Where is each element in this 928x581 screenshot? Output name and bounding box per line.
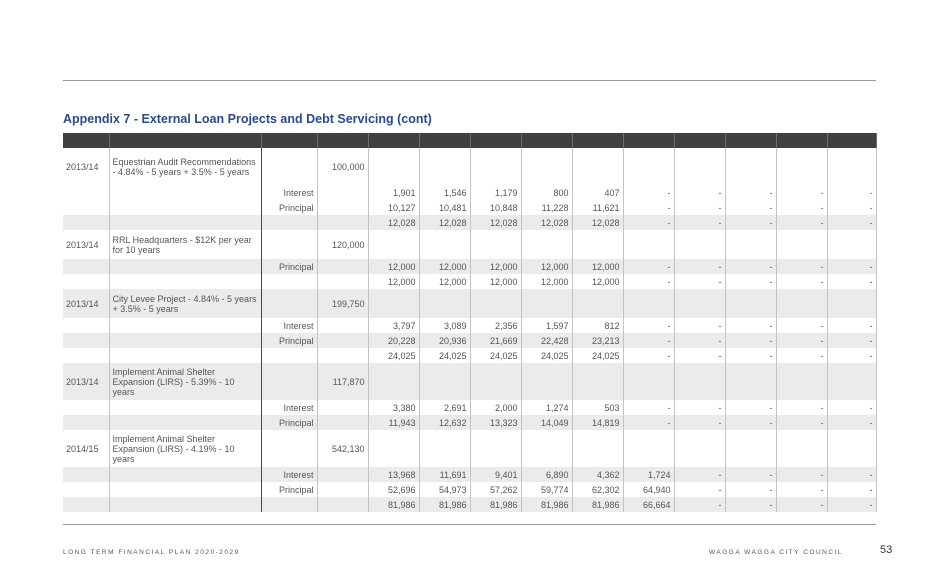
value-cell: - bbox=[674, 482, 725, 497]
table-row bbox=[63, 230, 876, 259]
value-cell bbox=[776, 363, 827, 400]
value-cell bbox=[776, 148, 827, 185]
value-cell: - bbox=[623, 185, 674, 200]
value-cell bbox=[572, 289, 623, 318]
description-cell bbox=[109, 259, 261, 274]
year-cell bbox=[63, 348, 109, 363]
value-cell: 3,380 bbox=[368, 400, 419, 415]
value-cell: - bbox=[725, 467, 776, 482]
value-cell bbox=[776, 230, 827, 259]
loan-amount-cell bbox=[317, 274, 368, 289]
value-cell: 12,000 bbox=[521, 259, 572, 274]
value-cell: - bbox=[827, 467, 876, 482]
value-cell: - bbox=[827, 333, 876, 348]
footer-document-title: LONG TERM FINANCIAL PLAN 2020-2029 bbox=[63, 549, 240, 556]
loan-amount-cell: 199,750 bbox=[317, 289, 368, 318]
row-label-cell bbox=[261, 274, 317, 289]
year-cell bbox=[63, 318, 109, 333]
value-cell: 407 bbox=[572, 185, 623, 200]
value-cell: 1,179 bbox=[470, 185, 521, 200]
table-row bbox=[63, 215, 876, 230]
value-cell bbox=[521, 430, 572, 467]
value-cell bbox=[419, 289, 470, 318]
value-cell: - bbox=[623, 200, 674, 215]
value-cell: - bbox=[674, 259, 725, 274]
value-cell: 12,028 bbox=[521, 215, 572, 230]
year-cell bbox=[63, 215, 109, 230]
value-cell bbox=[725, 430, 776, 467]
value-cell: 3,797 bbox=[368, 318, 419, 333]
value-cell: - bbox=[776, 333, 827, 348]
value-cell: 1,597 bbox=[521, 318, 572, 333]
value-cell: 52,696 bbox=[368, 482, 419, 497]
value-cell bbox=[470, 148, 521, 185]
row-label-cell: Interest bbox=[261, 185, 317, 200]
table-body bbox=[63, 148, 876, 512]
year-cell bbox=[63, 333, 109, 348]
description-cell bbox=[109, 497, 261, 512]
value-cell: 12,028 bbox=[470, 215, 521, 230]
loan-amount-cell bbox=[317, 400, 368, 415]
value-cell: 9,401 bbox=[470, 467, 521, 482]
row-label-cell bbox=[261, 430, 317, 467]
value-cell bbox=[419, 148, 470, 185]
value-cell: 54,973 bbox=[419, 482, 470, 497]
value-cell: - bbox=[623, 400, 674, 415]
loan-amount-cell bbox=[317, 318, 368, 333]
value-cell bbox=[521, 230, 572, 259]
row-label-cell: Interest bbox=[261, 400, 317, 415]
value-cell: - bbox=[827, 215, 876, 230]
value-cell: - bbox=[725, 482, 776, 497]
row-label-cell bbox=[261, 363, 317, 400]
value-cell: 62,302 bbox=[572, 482, 623, 497]
value-cell: - bbox=[827, 415, 876, 430]
value-cell: 11,621 bbox=[572, 200, 623, 215]
year-cell bbox=[63, 200, 109, 215]
row-label-cell bbox=[261, 148, 317, 185]
description-cell: Implement Animal Shelter Expansion (LIRS) - 5.39% - 10 years bbox=[109, 363, 261, 400]
description-cell: City Levee Project - 4.84% - 5 years + 3.5% - 5 years bbox=[109, 289, 261, 318]
value-cell: - bbox=[776, 215, 827, 230]
value-cell bbox=[419, 430, 470, 467]
value-cell: - bbox=[725, 185, 776, 200]
value-cell bbox=[623, 230, 674, 259]
value-cell: - bbox=[674, 467, 725, 482]
value-cell: - bbox=[827, 497, 876, 512]
value-cell: 11,943 bbox=[368, 415, 419, 430]
value-cell bbox=[368, 430, 419, 467]
table-row bbox=[63, 148, 876, 185]
value-cell bbox=[674, 148, 725, 185]
description-cell bbox=[109, 482, 261, 497]
description-cell bbox=[109, 274, 261, 289]
value-cell bbox=[623, 363, 674, 400]
row-label-cell bbox=[261, 497, 317, 512]
year-cell bbox=[63, 497, 109, 512]
value-cell: 64,940 bbox=[623, 482, 674, 497]
value-cell: 6,890 bbox=[521, 467, 572, 482]
loan-amount-cell bbox=[317, 259, 368, 274]
value-cell: 14,049 bbox=[521, 415, 572, 430]
value-cell: - bbox=[776, 318, 827, 333]
value-cell: 812 bbox=[572, 318, 623, 333]
year-cell bbox=[63, 467, 109, 482]
value-cell bbox=[725, 148, 776, 185]
value-cell: 1,274 bbox=[521, 400, 572, 415]
value-cell: - bbox=[827, 318, 876, 333]
year-cell: 2013/14 bbox=[63, 230, 109, 259]
value-cell: - bbox=[776, 415, 827, 430]
value-cell: - bbox=[674, 185, 725, 200]
value-cell: 81,986 bbox=[470, 497, 521, 512]
loan-amount-cell bbox=[317, 467, 368, 482]
value-cell: 12,000 bbox=[419, 274, 470, 289]
description-cell: Equestrian Audit Recommendations - 4.84% - 5 years + 3.5% - 5 years bbox=[109, 148, 261, 185]
value-cell: 24,025 bbox=[521, 348, 572, 363]
table-row bbox=[63, 185, 876, 200]
description-cell: RRL Headquarters - $12K per year for 10 years bbox=[109, 230, 261, 259]
top-rule bbox=[63, 80, 876, 81]
value-cell bbox=[470, 230, 521, 259]
loan-amount-cell bbox=[317, 333, 368, 348]
value-cell: - bbox=[674, 333, 725, 348]
value-cell: - bbox=[725, 200, 776, 215]
loan-amount-cell bbox=[317, 415, 368, 430]
value-cell: - bbox=[725, 333, 776, 348]
value-cell: 13,968 bbox=[368, 467, 419, 482]
value-cell: 12,028 bbox=[368, 215, 419, 230]
value-cell: - bbox=[776, 467, 827, 482]
year-cell bbox=[63, 259, 109, 274]
value-cell: 2,356 bbox=[470, 318, 521, 333]
value-cell: 20,936 bbox=[419, 333, 470, 348]
description-cell bbox=[109, 467, 261, 482]
value-cell bbox=[368, 230, 419, 259]
value-cell: 81,986 bbox=[521, 497, 572, 512]
value-cell: - bbox=[827, 400, 876, 415]
value-cell: - bbox=[725, 497, 776, 512]
value-cell bbox=[368, 148, 419, 185]
value-cell: 57,262 bbox=[470, 482, 521, 497]
value-cell bbox=[776, 289, 827, 318]
row-label-cell: Interest bbox=[261, 318, 317, 333]
table-row bbox=[63, 333, 876, 348]
value-cell: - bbox=[623, 348, 674, 363]
row-label-cell: Principal bbox=[261, 482, 317, 497]
value-cell bbox=[572, 148, 623, 185]
loan-amount-cell: 100,000 bbox=[317, 148, 368, 185]
value-cell: 1,901 bbox=[368, 185, 419, 200]
value-cell bbox=[674, 230, 725, 259]
value-cell: - bbox=[674, 274, 725, 289]
value-cell: - bbox=[776, 185, 827, 200]
value-cell: 2,691 bbox=[419, 400, 470, 415]
footer-organisation: WAGGA WAGGA CITY COUNCIL bbox=[709, 549, 843, 556]
value-cell: 1,546 bbox=[419, 185, 470, 200]
loan-amount-cell bbox=[317, 185, 368, 200]
loan-amount-cell: 542,130 bbox=[317, 430, 368, 467]
value-cell: 12,000 bbox=[419, 259, 470, 274]
row-label-cell bbox=[261, 230, 317, 259]
value-cell: - bbox=[725, 274, 776, 289]
value-cell: 3,089 bbox=[419, 318, 470, 333]
description-cell bbox=[109, 333, 261, 348]
value-cell bbox=[572, 363, 623, 400]
value-cell bbox=[827, 148, 876, 185]
value-cell: - bbox=[725, 415, 776, 430]
page-title: Appendix 7 - External Loan Projects and Debt Servicing (cont) bbox=[63, 112, 432, 126]
year-cell: 2014/15 bbox=[63, 430, 109, 467]
value-cell: 4,362 bbox=[572, 467, 623, 482]
value-cell: 12,000 bbox=[572, 259, 623, 274]
table-row bbox=[63, 274, 876, 289]
value-cell: 12,028 bbox=[419, 215, 470, 230]
year-cell bbox=[63, 274, 109, 289]
value-cell: - bbox=[725, 348, 776, 363]
value-cell bbox=[827, 363, 876, 400]
value-cell: - bbox=[776, 497, 827, 512]
value-cell: - bbox=[827, 274, 876, 289]
value-cell: - bbox=[776, 482, 827, 497]
value-cell: 10,848 bbox=[470, 200, 521, 215]
table-row bbox=[63, 363, 876, 400]
value-cell: 503 bbox=[572, 400, 623, 415]
row-label-cell: Principal bbox=[261, 259, 317, 274]
value-cell: - bbox=[725, 259, 776, 274]
value-cell: - bbox=[725, 215, 776, 230]
loan-amount-cell: 117,870 bbox=[317, 363, 368, 400]
loan-amount-cell bbox=[317, 200, 368, 215]
value-cell: 12,632 bbox=[419, 415, 470, 430]
value-cell: - bbox=[776, 200, 827, 215]
value-cell: 24,025 bbox=[419, 348, 470, 363]
value-cell bbox=[623, 430, 674, 467]
value-cell: - bbox=[674, 400, 725, 415]
value-cell bbox=[674, 363, 725, 400]
year-cell: 2013/14 bbox=[63, 363, 109, 400]
value-cell bbox=[470, 430, 521, 467]
description-cell bbox=[109, 400, 261, 415]
table-row bbox=[63, 200, 876, 215]
table-row bbox=[63, 497, 876, 512]
value-cell bbox=[470, 289, 521, 318]
value-cell: - bbox=[776, 259, 827, 274]
value-cell bbox=[827, 230, 876, 259]
value-cell: - bbox=[725, 400, 776, 415]
value-cell bbox=[368, 363, 419, 400]
value-cell: - bbox=[776, 348, 827, 363]
value-cell: 12,000 bbox=[521, 274, 572, 289]
value-cell: - bbox=[776, 274, 827, 289]
value-cell: 12,028 bbox=[572, 215, 623, 230]
value-cell bbox=[521, 148, 572, 185]
loan-amount-cell bbox=[317, 348, 368, 363]
table-row bbox=[63, 482, 876, 497]
value-cell: 24,025 bbox=[470, 348, 521, 363]
row-label-cell: Principal bbox=[261, 333, 317, 348]
value-cell: 12,000 bbox=[470, 259, 521, 274]
value-cell: - bbox=[623, 259, 674, 274]
description-cell bbox=[109, 185, 261, 200]
value-cell: - bbox=[674, 318, 725, 333]
value-cell: 81,986 bbox=[419, 497, 470, 512]
value-cell bbox=[725, 289, 776, 318]
value-cell: - bbox=[674, 200, 725, 215]
value-cell bbox=[623, 148, 674, 185]
value-cell: - bbox=[827, 259, 876, 274]
loan-table bbox=[63, 133, 877, 512]
loan-amount-cell bbox=[317, 482, 368, 497]
value-cell: 12,000 bbox=[572, 274, 623, 289]
year-cell bbox=[63, 185, 109, 200]
value-cell: 10,127 bbox=[368, 200, 419, 215]
table-row bbox=[63, 259, 876, 274]
value-cell: 20,228 bbox=[368, 333, 419, 348]
year-cell: 2013/14 bbox=[63, 289, 109, 318]
value-cell bbox=[674, 289, 725, 318]
value-cell: 21,669 bbox=[470, 333, 521, 348]
value-cell: - bbox=[827, 200, 876, 215]
value-cell: - bbox=[623, 333, 674, 348]
year-cell bbox=[63, 400, 109, 415]
value-cell: - bbox=[623, 274, 674, 289]
value-cell: 12,000 bbox=[368, 274, 419, 289]
value-cell: 10,481 bbox=[419, 200, 470, 215]
value-cell bbox=[470, 363, 521, 400]
value-cell bbox=[827, 289, 876, 318]
row-label-cell bbox=[261, 348, 317, 363]
table-header-row bbox=[63, 133, 876, 148]
value-cell bbox=[827, 430, 876, 467]
value-cell bbox=[725, 230, 776, 259]
value-cell: - bbox=[776, 400, 827, 415]
value-cell: - bbox=[827, 185, 876, 200]
row-label-cell: Principal bbox=[261, 415, 317, 430]
row-label-cell: Principal bbox=[261, 200, 317, 215]
description-cell: Implement Animal Shelter Expansion (LIRS) - 4.19% - 10 years bbox=[109, 430, 261, 467]
loan-amount-cell: 120,000 bbox=[317, 230, 368, 259]
value-cell: - bbox=[827, 482, 876, 497]
page-number: 53 bbox=[880, 544, 893, 556]
value-cell: 11,228 bbox=[521, 200, 572, 215]
value-cell: - bbox=[623, 318, 674, 333]
loan-amount-cell bbox=[317, 497, 368, 512]
year-cell bbox=[63, 415, 109, 430]
value-cell: 800 bbox=[521, 185, 572, 200]
value-cell: - bbox=[674, 348, 725, 363]
value-cell: - bbox=[623, 215, 674, 230]
table-row bbox=[63, 289, 876, 318]
description-cell bbox=[109, 200, 261, 215]
value-cell: - bbox=[623, 415, 674, 430]
value-cell: 14,819 bbox=[572, 415, 623, 430]
value-cell bbox=[725, 363, 776, 400]
year-cell: 2013/14 bbox=[63, 148, 109, 185]
value-cell: 66,664 bbox=[623, 497, 674, 512]
value-cell bbox=[368, 289, 419, 318]
value-cell: - bbox=[674, 415, 725, 430]
table-row bbox=[63, 400, 876, 415]
row-label-cell bbox=[261, 215, 317, 230]
value-cell: - bbox=[827, 348, 876, 363]
description-cell bbox=[109, 415, 261, 430]
value-cell: 81,986 bbox=[572, 497, 623, 512]
row-label-cell: Interest bbox=[261, 467, 317, 482]
value-cell bbox=[521, 363, 572, 400]
table-row bbox=[63, 348, 876, 363]
year-cell bbox=[63, 482, 109, 497]
value-cell: - bbox=[674, 215, 725, 230]
value-cell: 24,025 bbox=[368, 348, 419, 363]
value-cell bbox=[419, 363, 470, 400]
value-cell bbox=[572, 430, 623, 467]
value-cell: 11,691 bbox=[419, 467, 470, 482]
table-row bbox=[63, 415, 876, 430]
value-cell bbox=[674, 430, 725, 467]
description-cell bbox=[109, 348, 261, 363]
bottom-rule bbox=[63, 524, 876, 525]
description-cell bbox=[109, 215, 261, 230]
value-cell bbox=[419, 230, 470, 259]
value-cell: 2,000 bbox=[470, 400, 521, 415]
value-cell: 13,323 bbox=[470, 415, 521, 430]
value-cell: 23,213 bbox=[572, 333, 623, 348]
value-cell bbox=[521, 289, 572, 318]
value-cell: 1,724 bbox=[623, 467, 674, 482]
table-row bbox=[63, 467, 876, 482]
value-cell: 24,025 bbox=[572, 348, 623, 363]
value-cell: 12,000 bbox=[470, 274, 521, 289]
value-cell: 12,000 bbox=[368, 259, 419, 274]
value-cell: 22,428 bbox=[521, 333, 572, 348]
value-cell: 81,986 bbox=[368, 497, 419, 512]
value-cell: - bbox=[725, 318, 776, 333]
description-cell bbox=[109, 318, 261, 333]
table-row bbox=[63, 430, 876, 467]
table-row bbox=[63, 318, 876, 333]
value-cell bbox=[776, 430, 827, 467]
row-label-cell bbox=[261, 289, 317, 318]
loan-amount-cell bbox=[317, 215, 368, 230]
value-cell: - bbox=[674, 497, 725, 512]
value-cell bbox=[623, 289, 674, 318]
value-cell: 59,774 bbox=[521, 482, 572, 497]
value-cell bbox=[572, 230, 623, 259]
